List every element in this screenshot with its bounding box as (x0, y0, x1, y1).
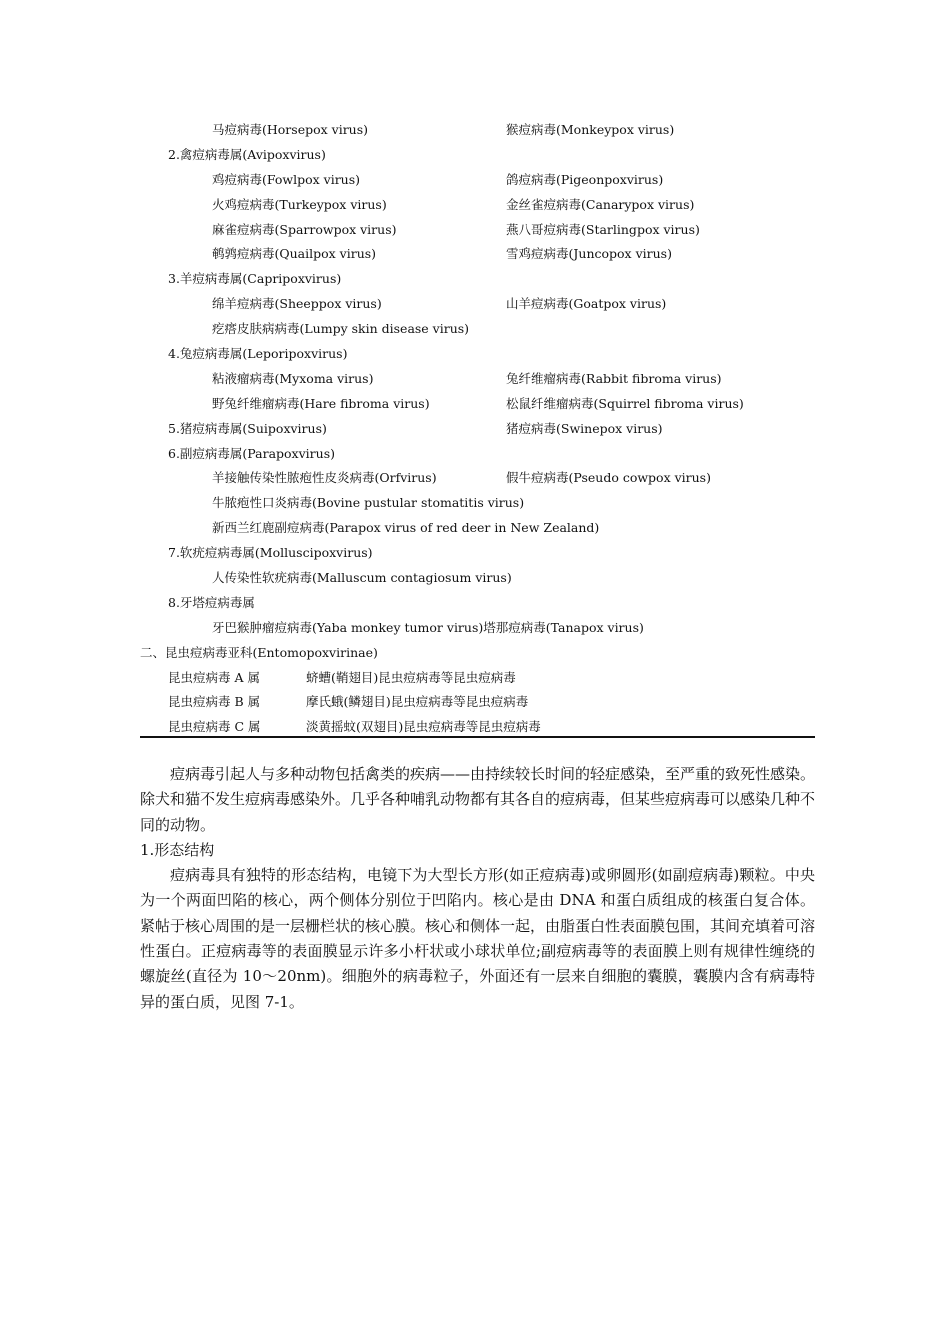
taxon-entry: 粘液瘤病毒(Myxoma virus) (212, 370, 374, 386)
classification-row (140, 143, 815, 168)
taxon-entry-secondary: 猴痘病毒(Monkeypox virus) (506, 122, 675, 137)
genus-members: 蛴螬(鞘翅目)昆虫痘病毒等昆虫痘病毒 (306, 669, 516, 685)
classification-row (140, 566, 815, 591)
classification-row (140, 641, 815, 666)
taxon-entry-secondary: 猪痘病毒(Swinepox virus) (506, 420, 663, 436)
intro-paragraph: 痘病毒引起人与多种动物包括禽类的疾病——由持续较长时间的轻症感染，至严重的致死性感染。除犬和猫不发生痘病毒感染外。几乎各种哺乳动物都有其各自的痘病毒，但某些痘病毒可以感染几种不同的动物。 (140, 765, 816, 834)
genus-members: 摩氏蛾(鳞翅目)昆虫痘病毒等昆虫痘病毒 (306, 694, 529, 710)
classification-row (140, 367, 815, 392)
taxon-entry: 7.软疣痘病毒属(Molluscipoxvirus) (168, 545, 373, 561)
taxon-entry: 牙巴猴肿瘤痘病毒(Yaba monkey tumor virus)塔那痘病毒(Tanapox virus) (212, 619, 644, 635)
genus-name: 昆虫痘病毒 A 属 (168, 669, 260, 685)
taxon-entry-secondary: 燕八哥痘病毒(Starlingpox virus) (506, 221, 700, 237)
classification-row (140, 516, 815, 541)
classification-row (140, 118, 815, 143)
taxon-entry: 6.副痘病毒属(Parapoxvirus) (168, 445, 335, 461)
morphology-paragraph: 痘病毒具有独特的形态结构，电镜下为大型长方形(如正痘病毒)或卵圆形(如副痘病毒)颗粒。中央为一个两面凹陷的核心，两个侧体分别位于凹陷内。核心是由 DNA 和蛋白质组成的核蛋白复合体。紧帖于核心周围的是一层栅栏状的核心膜。核心和侧体一起，由脂蛋白性表面膜包围，其间充填着可溶性蛋白。正痘病毒等的表面膜显示许多小杆状或小球状单位;副痘病毒等的表面膜上则有规律性缠绕的螺旋丝(直径为 10～20nm)。细胞外的病毒粒子，外面还有一层来自细胞的囊膜，囊膜内含有病毒特异的蛋白质，见图 7-1。 (140, 866, 816, 1011)
taxon-entry-secondary: 金丝雀痘病毒(Canarypox virus) (506, 196, 695, 212)
taxon-entry: 3.羊痘病毒属(Capripoxvirus) (168, 271, 342, 287)
taxon-entry-secondary: 松鼠纤维瘤病毒(Squirrel fibroma virus) (506, 395, 744, 411)
classification-table (140, 118, 815, 740)
taxon-entry: 火鸡痘病毒(Turkeypox virus) (212, 196, 387, 212)
entomopox-genus-row (140, 666, 815, 691)
classification-row (140, 491, 815, 516)
classification-row (140, 342, 815, 367)
body-text (140, 762, 815, 1015)
taxon-entry: 4.兔痘病毒属(Leporipoxvirus) (168, 346, 348, 362)
taxon-entry: 马痘病毒(Horsepox virus) (212, 122, 369, 137)
taxon-entry: 新西兰红鹿副痘病毒(Parapox virus of red deer in New Zealand) (212, 520, 600, 536)
taxon-entry: 绵羊痘病毒(Sheeppox virus) (212, 296, 382, 312)
taxon-entry: 鹌鹑痘病毒(Quailpox virus) (212, 246, 377, 262)
genus-name: 昆虫痘病毒 B 属 (168, 694, 261, 710)
genus-members: 淡黄摇蚊(双翅目)昆虫痘病毒等昆虫痘病毒 (306, 719, 541, 735)
section-heading: 1.形态结构 (140, 840, 215, 859)
classification-row (140, 193, 815, 218)
taxon-entry-secondary: 兔纤维瘤病毒(Rabbit fibroma virus) (506, 370, 722, 386)
classification-row (140, 317, 815, 342)
classification-row (140, 541, 815, 566)
classification-row (140, 292, 815, 317)
taxon-entry-secondary: 假牛痘病毒(Pseudo cowpox virus) (506, 470, 711, 486)
taxon-entry: 5.猪痘病毒属(Suipoxvirus) (168, 420, 327, 436)
taxon-entry: 羊接触传染性脓疱性皮炎病毒(Orfvirus) (212, 470, 437, 486)
entomopox-genus-row (140, 690, 815, 715)
table-bottom-rule (140, 736, 815, 738)
genus-name: 昆虫痘病毒 C 属 (168, 719, 261, 735)
classification-row (140, 392, 815, 417)
taxon-entry-secondary: 鸽痘病毒(Pigeonpoxvirus) (506, 171, 664, 187)
classification-row (140, 267, 815, 292)
taxon-entry-secondary: 雪鸡痘病毒(Juncopox virus) (506, 246, 672, 262)
classification-row (140, 168, 815, 193)
taxon-entry: 2.禽痘病毒属(Avipoxvirus) (168, 146, 326, 162)
taxon-entry: 牛脓疱性口炎病毒(Bovine pustular stomatitis virus) (212, 495, 525, 511)
taxon-entry: 二、昆虫痘病毒亚科(Entomopoxvirinae) (140, 644, 378, 660)
classification-row (140, 616, 815, 641)
classification-row (140, 442, 815, 467)
taxon-entry: 鸡痘病毒(Fowlpox virus) (212, 171, 361, 187)
classification-row (140, 417, 815, 442)
classification-row (140, 591, 815, 616)
taxon-entry: 人传染性软疣病毒(Malluscum contagiosum virus) (212, 570, 512, 586)
classification-row (140, 466, 815, 491)
classification-row (140, 242, 815, 267)
classification-row (140, 218, 815, 243)
taxon-entry-secondary: 山羊痘病毒(Goatpox virus) (506, 296, 667, 312)
taxon-entry: 8.牙塔痘病毒属 (168, 594, 255, 610)
taxon-entry: 野兔纤维瘤病毒(Hare fibroma virus) (212, 395, 430, 411)
taxon-entry: 麻雀痘病毒(Sparrowpox virus) (212, 221, 397, 237)
taxon-entry: 疙瘩皮肤病病毒(Lumpy skin disease virus) (212, 321, 470, 337)
